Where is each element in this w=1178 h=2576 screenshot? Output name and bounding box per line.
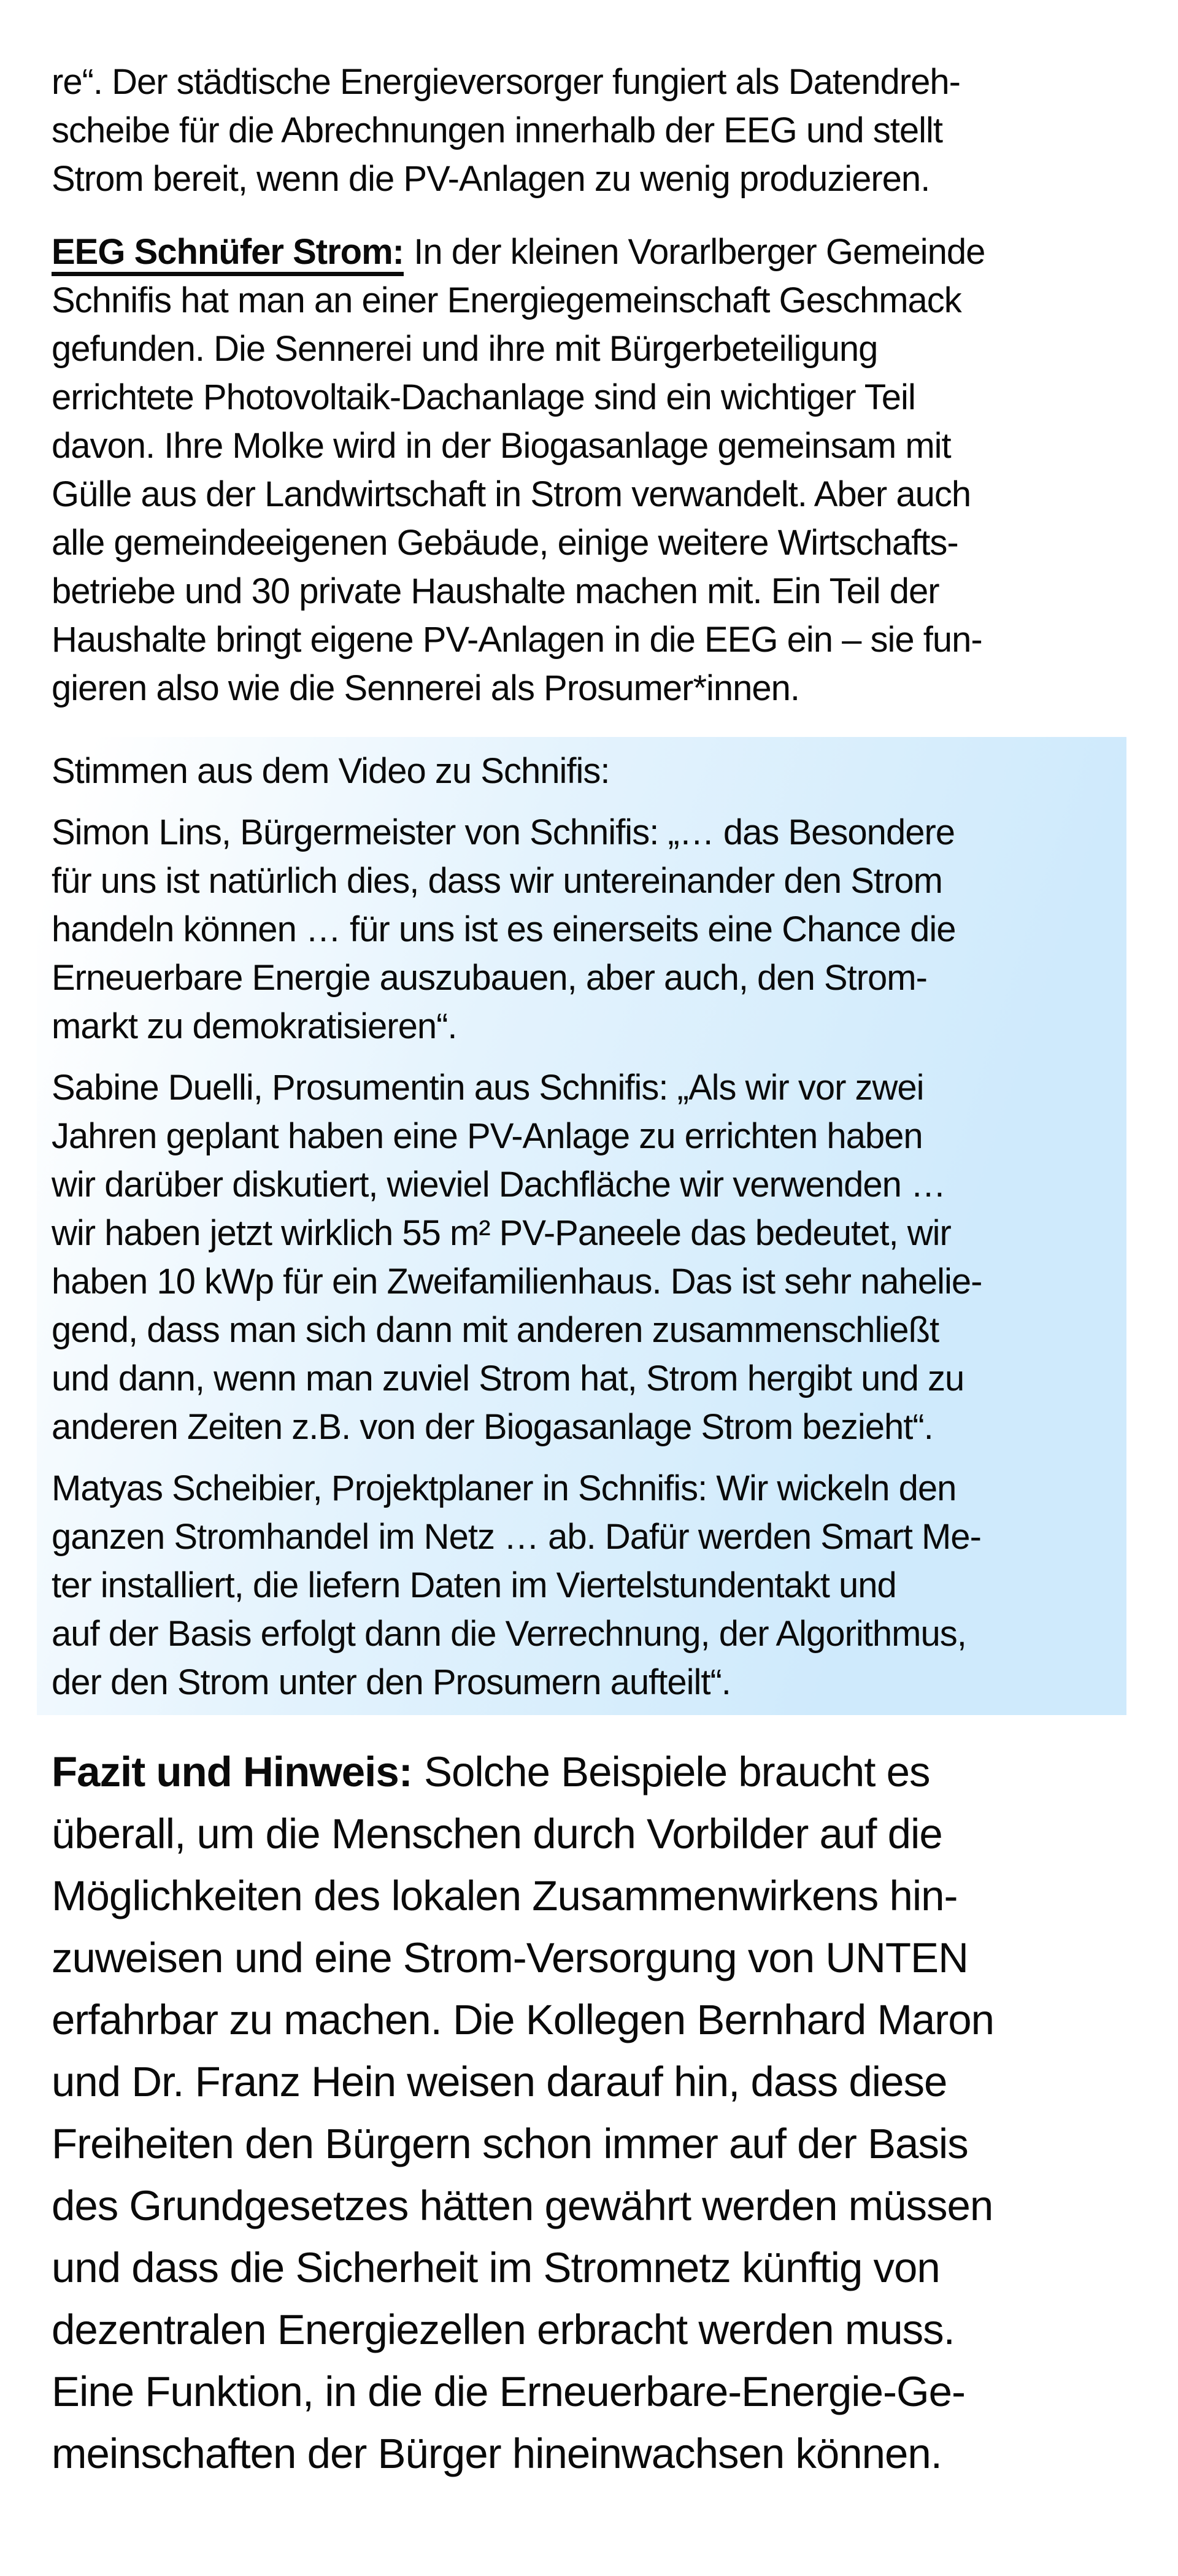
text-line: scheibe für die Abrechnungen innerhalb der EEG und stellt [52,110,942,150]
text-line: ganzen Stromhandel im Netz … ab. Dafür werden Smart Me- [52,1517,981,1557]
text-line: gieren also wie die Sennerei als Prosumer*innen. [52,668,800,708]
fazit-paragraph [52,1741,1130,2485]
eeg-first-line-rest: In der kleinen Vorarlberger Gemeinde [414,232,985,272]
quote-paragraph-simon-lins [52,808,1120,1051]
fazit-first-line-rest: Solche Beispiele braucht es [423,1748,930,1795]
text-line: auf der Basis erfolgt dann die Verrechnung, der Algorithmus, [52,1614,966,1654]
text-line [52,228,1130,276]
fazit-paragraph-lines [52,1803,1130,2485]
text-line: Gülle aus der Landwirtschaft in Strom verwandelt. Aber auch [52,474,971,514]
eeg-schnifis-paragraph [52,228,1130,712]
text-line: Matyas Scheibier, Projektplaner in Schnifis: Wir wickeln den [52,1468,957,1508]
text-line: Simon Lins, Bürgermeister von Schnifis: „… das Besondere [52,812,955,852]
text-line: betriebe und 30 private Haushalte machen mit. Ein Teil der [52,571,939,611]
text-line: Eine Funktion, in die die Erneuerbare-Energie-Ge- [52,2368,966,2415]
text-line: erfahrbar zu machen. Die Kollegen Bernhard Maron [52,1996,995,2043]
text-line: der den Strom unter den Prosumern aufteilt“. [52,1662,731,1702]
text-line: und Dr. Franz Hein weisen darauf hin, dass diese [52,2058,947,2105]
text-line: errichtete Photovoltaik-Dachanlage sind ein wichtiger Teil [52,377,915,417]
text-line: re“. Der städtische Energieversorger fungiert als Datendreh- [52,62,960,102]
intro-paragraph [52,58,1130,203]
text-line: Jahren geplant haben eine PV-Anlage zu errichten haben [52,1116,923,1156]
text-line [52,1741,1130,1803]
text-line: anderen Zeiten z.B. von der Biogasanlage Strom bezieht“. [52,1407,933,1447]
text-line: Sabine Duelli, Prosumentin aus Schnifis: „Als wir vor zwei [52,1068,924,1108]
text-line: ter installiert, die liefern Daten im Viertelstundentakt und [52,1565,896,1605]
text-line: wir darüber diskutiert, wieviel Dachfläche wir verwenden … [52,1165,946,1205]
text-line: und dann, wenn man zuviel Strom hat, Strom hergibt und zu [52,1359,964,1398]
text-line: zuweisen und eine Strom-Versorgung von UNTEN [52,1934,968,1981]
eeg-paragraph-lines [52,276,1130,712]
text-line: handeln können … für uns ist es einerseits eine Chance die [52,909,956,949]
eeg-schnuefer-strom-label: EEG Schnüfer Strom: [52,232,404,272]
fazit-und-hinweis-label: Fazit und Hinweis: [52,1748,412,1795]
text-line: davon. Ihre Molke wird in der Biogasanlage gemeinsam mit [52,426,951,466]
text-line: Stimmen aus dem Video zu Schnifis: [52,751,610,791]
text-line: wir haben jetzt wirklich 55 m² PV-Paneele das bedeutet, wir [52,1213,951,1253]
text-line: markt zu demokratisieren“. [52,1006,457,1046]
text-line: Freiheiten den Bürgern schon immer auf der Basis [52,2120,968,2167]
text-line: und dass die Sicherheit im Stromnetz künftig von [52,2244,940,2291]
text-line: gefunden. Die Sennerei und ihre mit Bürgerbeteiligung [52,329,878,369]
text-line: Haushalte bringt eigene PV-Anlagen in die EEG ein – sie fun- [52,620,982,660]
quote-paragraph-sabine-duelli [52,1063,1120,1451]
text-line: Strom bereit, wenn die PV-Anlagen zu wenig produzieren. [52,159,930,199]
quote-paragraph-matyas-scheibier [52,1464,1120,1706]
text-line: für uns ist natürlich dies, dass wir untereinander den Strom [52,861,942,901]
video-quotes-box [37,737,1126,1715]
quotes-box-heading [52,747,1120,795]
text-line: Möglichkeiten des lokalen Zusammenwirkens hin- [52,1872,958,1919]
text-line: dezentralen Energiezellen erbracht werden muss. [52,2306,955,2353]
text-line: überall, um die Menschen durch Vorbilder auf die [52,1810,942,1857]
text-line: haben 10 kWp für ein Zweifamilienhaus. Das ist sehr nahelie- [52,1262,982,1301]
text-line: Erneuerbare Energie auszubauen, aber auch, den Strom- [52,958,927,998]
text-line: des Grundgesetzes hätten gewährt werden müssen [52,2182,993,2229]
text-line: Schnifis hat man an einer Energiegemeinschaft Geschmack [52,280,961,320]
text-line: gend, dass man sich dann mit anderen zusammenschließt [52,1310,939,1350]
text-line: alle gemeindeeigenen Gebäude, einige weitere Wirtschafts- [52,523,958,563]
text-line: meinschaften der Bürger hineinwachsen können. [52,2430,942,2477]
